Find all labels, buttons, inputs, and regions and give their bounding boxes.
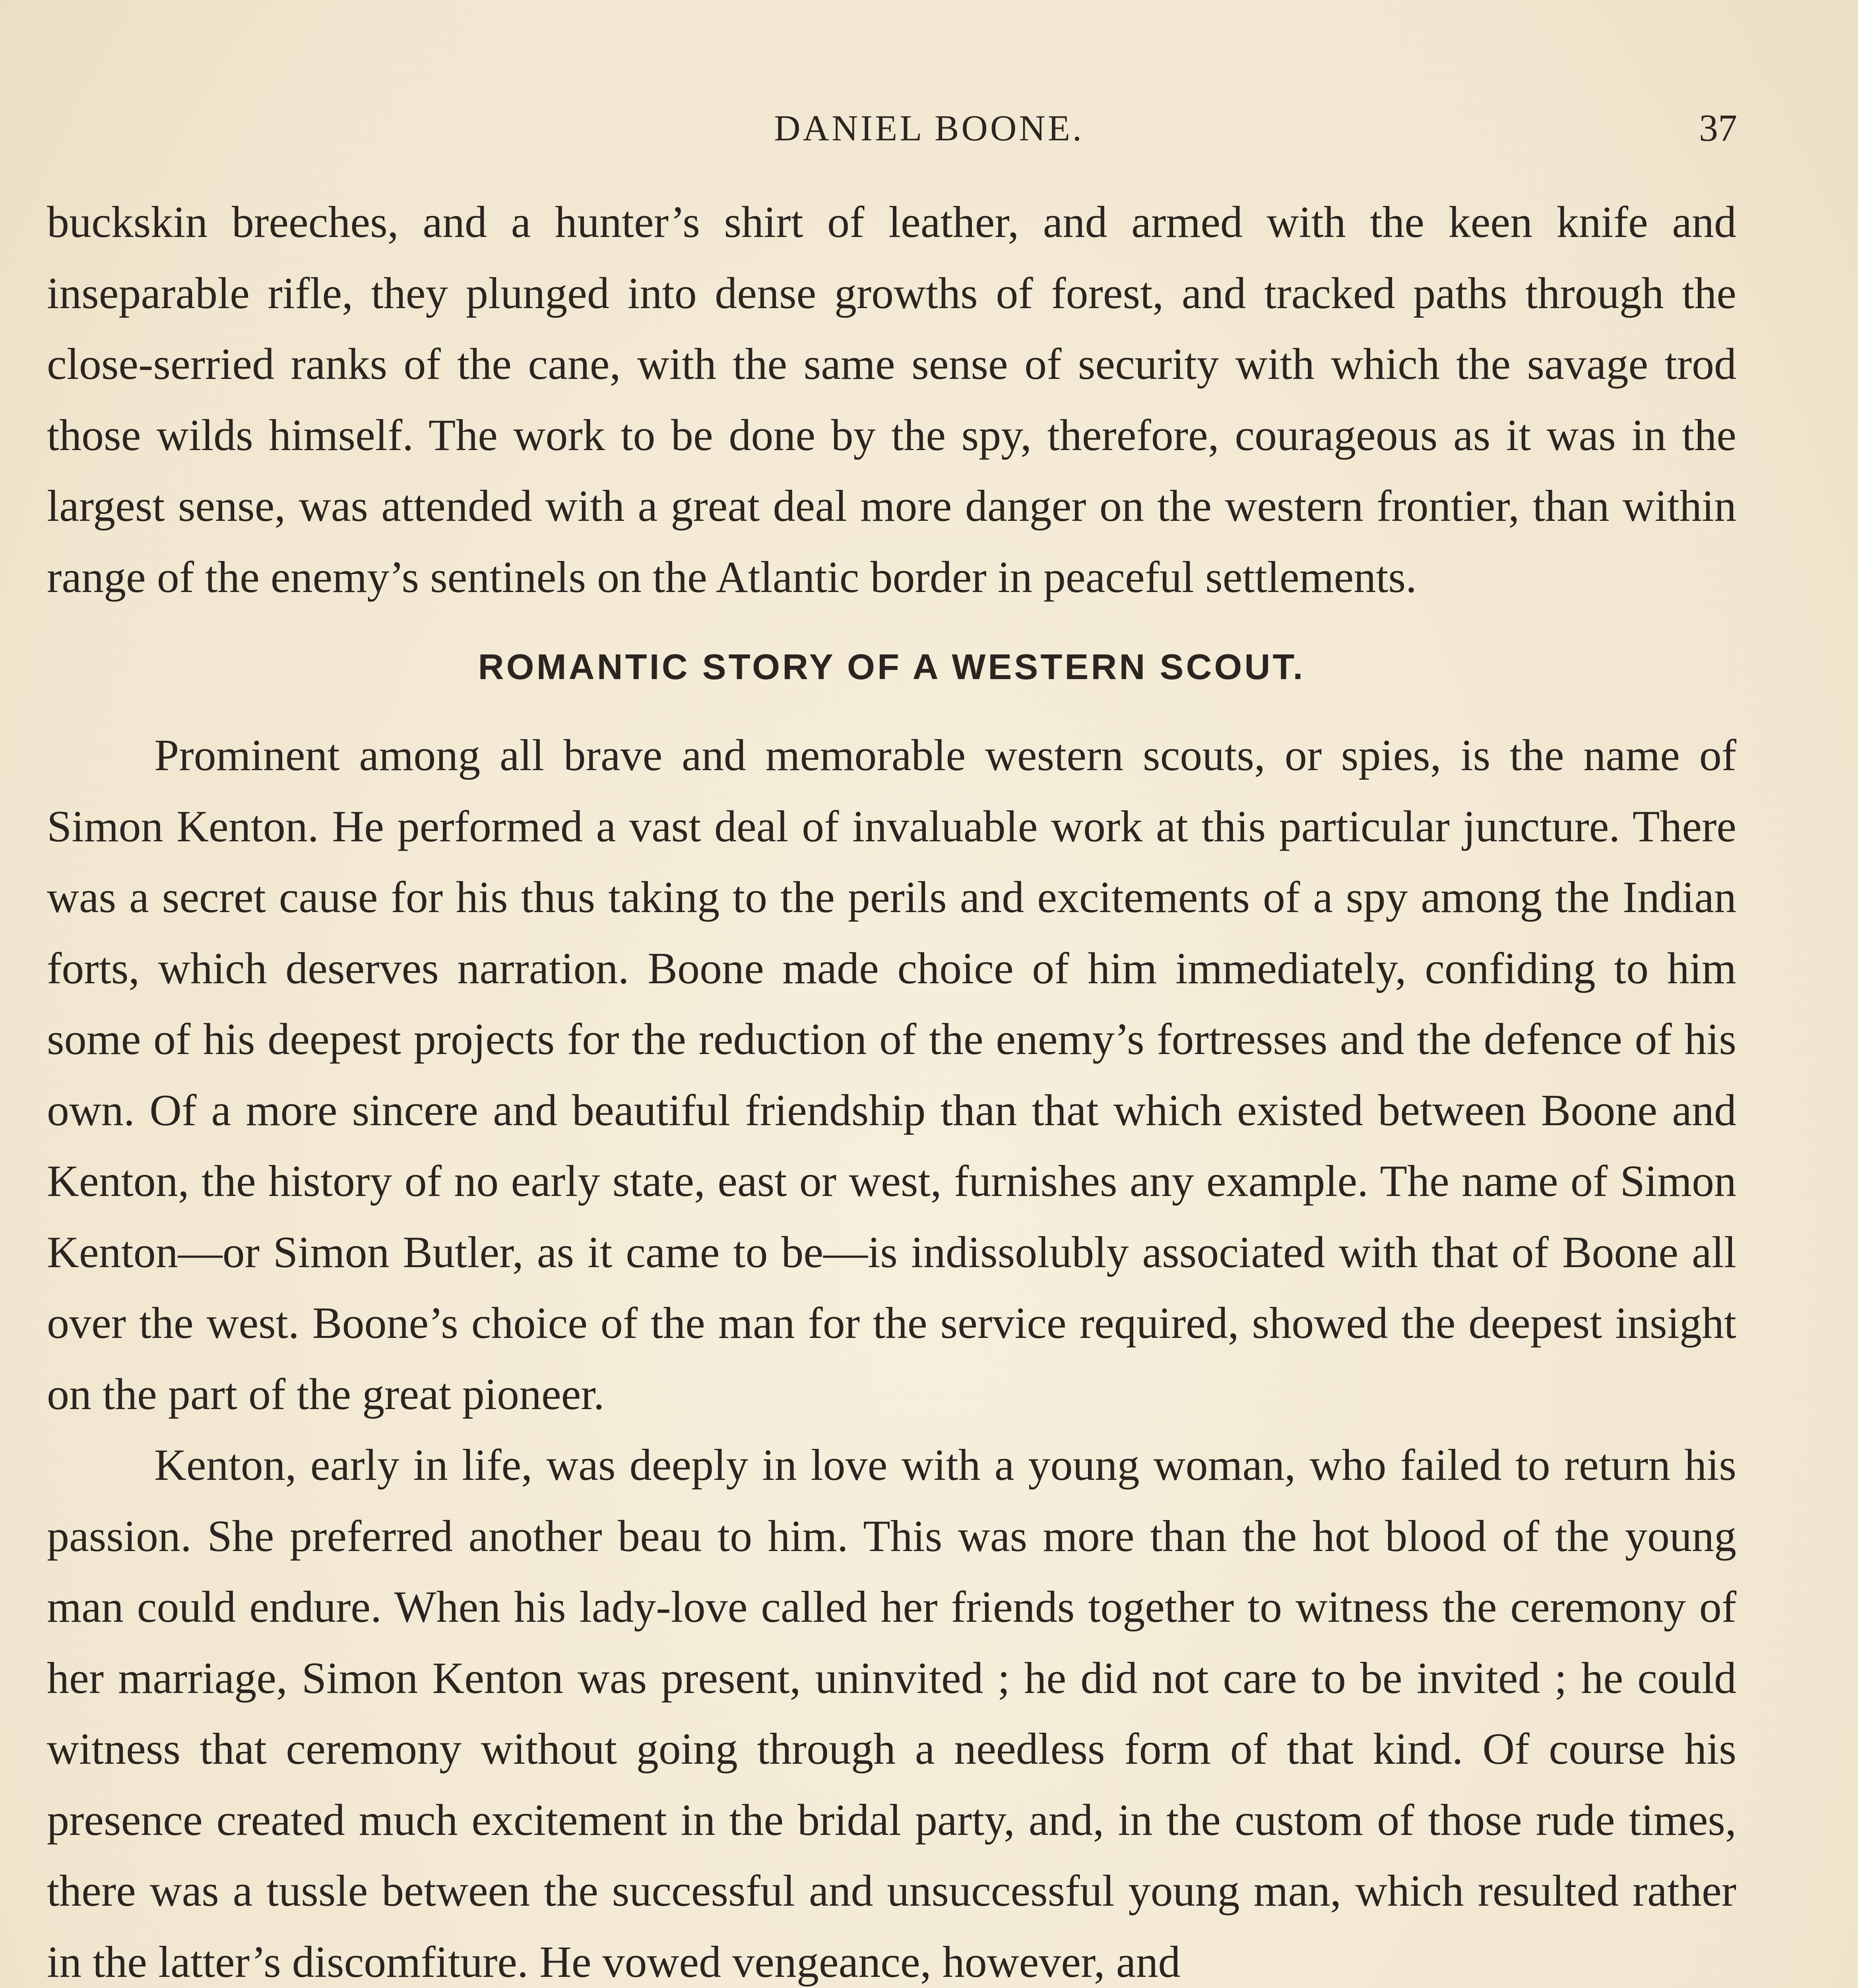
running-title: DANIEL BOONE. (774, 108, 1084, 148)
paragraph-continuation: buckskin breeches, and a hunter’s shirt of leather, and armed with the keen knife and inseparable rifle, they plunged into dense growths of forest, and tracked paths through the close-serried ranks of the cane, with the same sense of security with which the savage trod those wilds himself. The work to be done by the spy, therefore, courageous as it was in the largest sense, was attended with a great deal more danger on the western frontier, than within range of the enemy’s sentinels on the Atlantic border in peaceful settlements. (47, 198, 1736, 602)
body-text (47, 187, 1736, 1988)
page-number: 37 (1699, 107, 1737, 149)
paragraph-simon-kenton: Prominent among all brave and memorable western scouts, or spies, is the name of Simon Kenton. He performed a vast deal of invaluable work at this particular juncture. There was a secret cause for his thus taking to the perils and excitements of a spy among the Indian forts, which deserves narration. Boone made choice of him immediately, confiding to him some of his deepest projects for the reduction of the enemy’s fortresses and the defence of his own. Of a more sincere and beautiful friendship than that which existed between Boone and Kenton, the history of no early state, east or west, furnishes any example. The name of Simon Kenton—or Simon Butler, as it came to be—is indissolubly associated with that of Boone all over the west. Boone’s choice of the man for the service required, showed the deepest insight on the part of the great pioneer. (47, 731, 1736, 1419)
section-heading: ROMANTIC STORY OF A WESTERN SCOUT. (478, 647, 1305, 687)
paragraph-kenton-love-story: Kenton, early in life, was deeply in love with a young woman, who failed to return his passion. She preferred another beau to him. This was more than the hot blood of the young man could endure. When his lady-love called her friends together to witness the ceremony of her marriage, Simon Kenton was present, uninvited ; he did not care to be invited ; he could witness that ceremony without going through a needless form of that kind. Of course his presence created much excitement in the bridal party, and, in the custom of those rude times, there was a tussle between the successful and unsuccessful young man, which resulted rather in the latter’s discomfiture. He vowed vengeance, however, and (47, 1441, 1736, 1987)
running-head (0, 104, 1858, 152)
